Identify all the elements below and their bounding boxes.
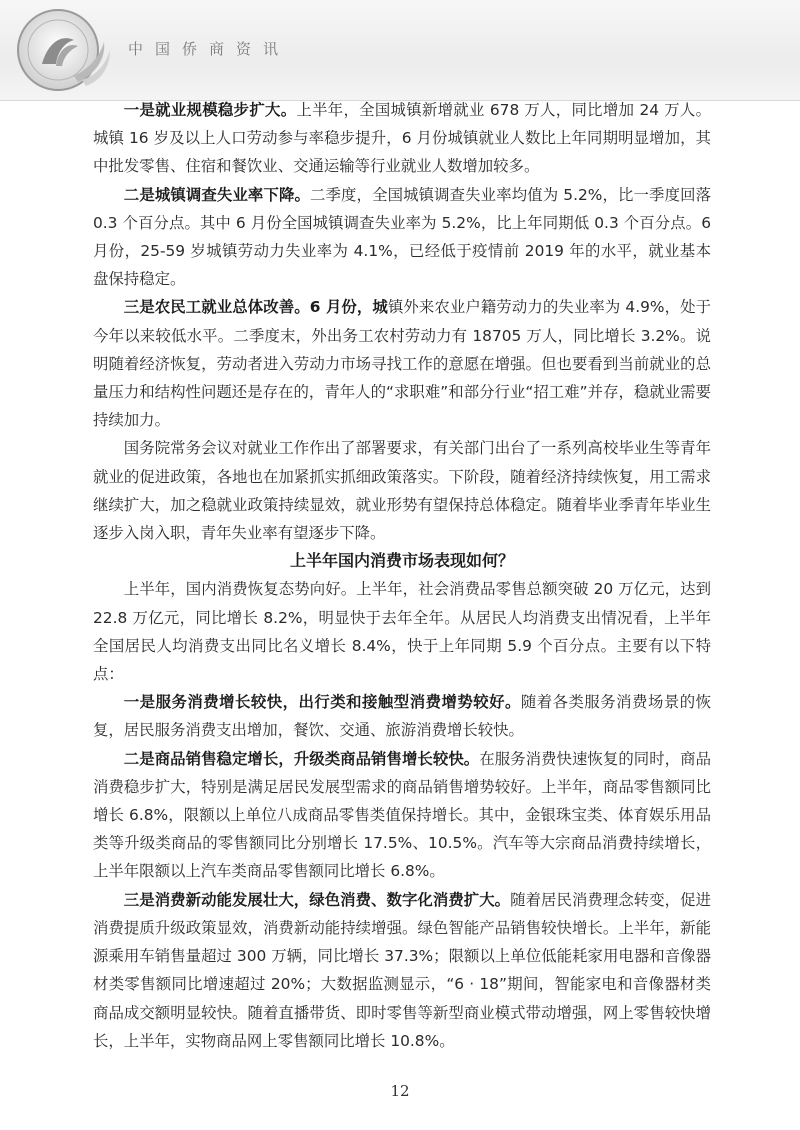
paragraph-state-council	[93, 434, 711, 547]
paragraph-text: 随着各类服务消费场景的恢复，居民服务消费支出增加，餐饮、交通、旅游消费增长较快。	[93, 693, 711, 740]
paragraph-consumption-overview	[93, 575, 711, 688]
paragraph-service-consumption	[93, 688, 711, 744]
paragraph-unemployment-rate	[93, 181, 711, 294]
paragraph-text: 镇外来农业户籍劳动力的失业率为 4.9%，处于今年以来较低水平。二季度末，外出务工农村劳动力有 18705 万人，同比增长 3.2%。说明随着经济恢复，劳动者进入劳动力市场寻找工作的意愿在增强。但也要看到当前就业的总量压力和结构性问题还是存在的，青年人的“求职难”和部分行业“招工难”并存，稳就业需要持续加力。	[93, 298, 711, 430]
page-header	[0, 0, 800, 101]
article-body	[93, 96, 711, 1055]
paragraph-text: 上半年，国内消费恢复态势向好。上半年，社会消费品零售总额突破 20 万亿元，达到 22.8 万亿元，同比增长 8.2%，明显快于去年全年。从居民人均消费支出情况看，上半年全国居民人均消费支出同比名义增长 8.4%，快于上年同期 5.9 个百分点。主要有以下特点：	[93, 580, 711, 684]
chamber-logo	[12, 6, 112, 94]
section-heading: 上半年国内消费市场表现如何？	[289, 551, 514, 571]
paragraph-text: 在服务消费快速恢复的同时，商品消费稳步扩大，特别是满足居民发展型需求的商品销售增势较好。上半年，商品零售额同比增长 6.8%，限额以上单位八成商品零售类值保持增长。其中，金银珠宝类、体育娱乐用品类等升级类商品的零售额同比分别增长 17.5%、10.5%。汽车等大宗商品消费持续增长，上半年限额以上汽车类商品零售额同比增长 6.8%。	[93, 749, 711, 881]
paragraph-goods-sales	[93, 745, 711, 886]
paragraph-lead: 一是服务消费增长较快，出行类和接触型消费增势较好。	[123, 693, 521, 712]
paragraph-lead: 二是商品销售稳定增长，升级类商品销售增长较快。	[123, 749, 480, 768]
paragraph-text: 随着居民消费理念转变，促进消费提质升级政策显效，消费新动能持续增强。绿色智能产品销售较快增长。上半年，新能源乘用车销售量超过 300 万辆，同比增长 37.3%；限额以上单位低能耗家用电器和音像器材类零售额同比增速超过 20%；大数据监测显示，“6 · 18”期间，智能家电和音像器材类商品成交额明显较快。随着直播带货、即时零售等新型商业模式带动增强，网上零售较快增长，上半年，实物商品网上零售额同比增长 10.8%。	[93, 890, 711, 1050]
paragraph-lead: 三是消费新动能发展壮大，绿色消费、数字化消费扩大。	[123, 890, 511, 909]
page-number: 12	[390, 1082, 410, 1100]
paragraph-migrant-workers	[93, 293, 711, 434]
paragraph-text: 国务院常务会议对就业工作作出了部署要求，有关部门出台了一系列高校毕业生等青年就业的促进政策，各地也在加紧抓实抓细政策落实。下阶段，随着经济持续恢复，用工需求继续扩大，加之稳就业政策持续显效，就业形势有望保持总体稳定。随着毕业季青年毕业生逐步入岗入职，青年失业率有望逐步下降。	[93, 439, 711, 543]
paragraph-new-consumption	[93, 886, 711, 1055]
paragraph-text: 二季度，全国城镇调查失业率均值为 5.2%，比一季度回落 0.3 个百分点。其中 6 月份全国城镇调查失业率为 5.2%，比上年同期低 0.3 个百分点。6 月份，25-59 岁城镇劳动力失业率为 4.1%，已经低于疫情前 2019 年的水平，就业基本盘保持稳定。	[93, 185, 711, 289]
paragraph-lead: 一是就业规模稳步扩大。	[123, 101, 297, 119]
paragraph-lead: 二是城镇调查失业率下降。	[123, 185, 310, 204]
header-title: 中国侨商资讯	[128, 40, 291, 58]
paragraph-lead: 三是农民工就业总体改善。6 月份，城	[123, 298, 388, 317]
paragraph-employment-scale	[93, 96, 711, 181]
paragraph-text: 上半年，全国城镇新增就业 678 万人，同比增加 24 万人。城镇 16 岁及以上人口劳动参与率稳步提升，6 月份城镇就业人数比上年同期明显增加，其中批发零售、住宿和餐饮业、交通运输等行业就业人数增加较多。	[93, 101, 711, 176]
